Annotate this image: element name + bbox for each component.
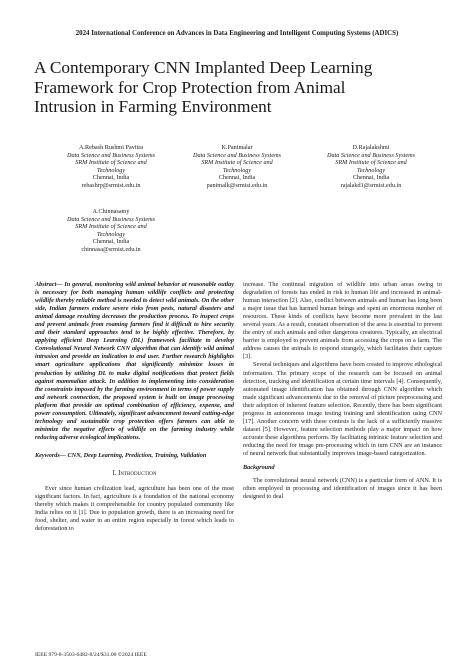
author-name: K.Panimalar (221, 144, 253, 151)
author-name: A.Rebash Rushmi Pavitra (78, 144, 144, 151)
right-column (243, 281, 442, 501)
author-name: A.Chinnasamy (92, 208, 130, 215)
copyright-footer: IEEE 979-8-3503-6482-8/24/$31.00 ©2024 IEEE (35, 652, 147, 658)
section-heading-introduction: I. Introduction (112, 469, 157, 477)
author-dept: Data Science and Business Systems (327, 151, 415, 159)
author-institution-cont: Technology (222, 166, 252, 174)
abstract-label: Abstract— (35, 281, 63, 288)
author-institution: SRM Institute of Science and (335, 159, 407, 166)
author-institution: SRM Institute of Science and (201, 159, 273, 166)
keywords-text: CNN, Deep Learning, Prediction, Training, Validation (65, 451, 207, 459)
title-line-3: Intrusion in Farming Environment (34, 97, 272, 116)
author-institution: SRM Institute of Science and (75, 223, 147, 230)
author-name: D.Rajalakshmi (352, 144, 390, 151)
paper-title (34, 58, 454, 117)
author-institution-cont: Technology (356, 166, 386, 174)
left-column (35, 281, 234, 533)
author-block-4 (36, 208, 186, 253)
author-city: Chennai, India (92, 238, 130, 245)
title-line-2: Framework for Crop Protection from Animal (34, 77, 346, 97)
author-block-3 (296, 144, 446, 189)
author-email[interactable]: chinnasa@srmist.edu.in (81, 245, 141, 253)
keywords (35, 452, 234, 460)
keywords-label: Keywords— (35, 451, 66, 459)
body-paragraph-1: increase. The continual migration of wildlife into urban areas owing to degradation of forests has ended in risk to human life and increased in animal-human interaction [2]. Also, conflict between animals and human has long been a major issue that has harmed human beings and spent an enormous number of resources. These kinds of conflicts have become more prevalent in the last several years. As a result, constant observation of the area is essential to prevent the entry of such animals and other dangerous creatures. Typically, an electrical barrier is employed to prevent animals from accessing the crops on a farm. The address causes the animals to respond strangely, which facilitates their capture [3]. (243, 281, 442, 361)
conference-header: 2024 International Conference on Advances in Data Engineering and Intelligent Computing Systems (ADICS) (75, 30, 399, 37)
abstract-text: In general, monitoring wild animal behavior at reasonable outlay is necessary for both managing human wildlife conflicts and protecting wildlife thereby reliable method is needed to detect wild animals. On the other side, Indian farmers endure severe risks from pests, natural disasters and animal damage resulting decreases the production process. To inspect crops and prevent animals from roaming farmers find it difficult to hire security and their standard approaches tend to be highly effective. Therefore, by applying efficient Deep Learning (DL) framework facilitate to develop Convolutional Neural Network CNN algorithm that can identify wild animal intrusion and provide an indication to end user. Further research highlights smart agriculture applications that significantly minimize losses in production by utilizing DL to make digital notifications that protect fields against mammalian attack. In addition to implementing into consideration the constraints imposed by the farming environment in terms of power supply and network connection, the proposed system is built on image processing platform that provide an optimal combination of efficiency, expense, and power consumption. Ultimately, significant advancement toward cutting-edge technology and sustainable crop protection offers farmers can able to minimize the negative effects of wildlife on the farming industry while reducing adverse ecological implications. (35, 281, 234, 441)
author-city: Chennai, India (92, 174, 130, 181)
title-line-1: A Contemporary CNN Implanted Deep Learning (34, 58, 373, 77)
body-paragraph-3: The convolutional neural network (CNN) is a particular form of ANN. It is often employed in processing and identification of images since it has been designed to deal (243, 477, 442, 501)
author-city: Chennai, India (352, 174, 390, 181)
body-paragraph-2: Several techniques and algorithms have been created to improve ethological information. The primary scope of the research can be focused on animal detection, tracking and identification at certain time intervals [4]. Consequently, automated image identification has obtained through CNN algorithm which made significant advancements due to the removal of picture preprocessing and their adoption of inherent feature selection. Recently, there has been significant progress in autonomous image testing training and identification using CNN [17]. Another concern with these contests is the lack of a sufficiently massive dataset [5]. However, feature selection methods play a major impact on how accurate these algorithms perform. By facilitating intrinsic feature selection and reducing the need for image pre-processing which in turn CNN are an instance of neural network that substantially improves image-based categorization. (243, 361, 442, 457)
author-institution-cont: Technology (96, 230, 126, 238)
author-email[interactable]: rebashrp@srmist.edu.in (81, 181, 141, 189)
author-email[interactable]: panimalk@srmist.edu.in (206, 181, 268, 189)
author-block-2 (162, 144, 312, 189)
author-city: Chennai, India (218, 174, 256, 181)
subsection-heading-background: Background (243, 464, 275, 472)
author-dept: Data Science and Business Systems (67, 151, 155, 159)
abstract (35, 281, 234, 442)
intro-paragraph: Ever since human civilization lead, agriculture has been one of the most significant factors. In fact, agriculture is a foundation of the national economy thereby which makes it comprehensible for country populated community like India relies on it [1]. Due to population growth, there is an increasing need for food, shelter, and water in an entire region especially in forest which leads to deforestation to (35, 485, 234, 533)
author-dept: Data Science and Business Systems (67, 215, 155, 223)
author-institution-cont: Technology (96, 166, 126, 174)
author-email[interactable]: rajalakd1@srmist.edu.in (340, 181, 402, 189)
author-dept: Data Science and Business Systems (193, 151, 281, 159)
author-institution: SRM Institute of Science and (75, 159, 147, 166)
